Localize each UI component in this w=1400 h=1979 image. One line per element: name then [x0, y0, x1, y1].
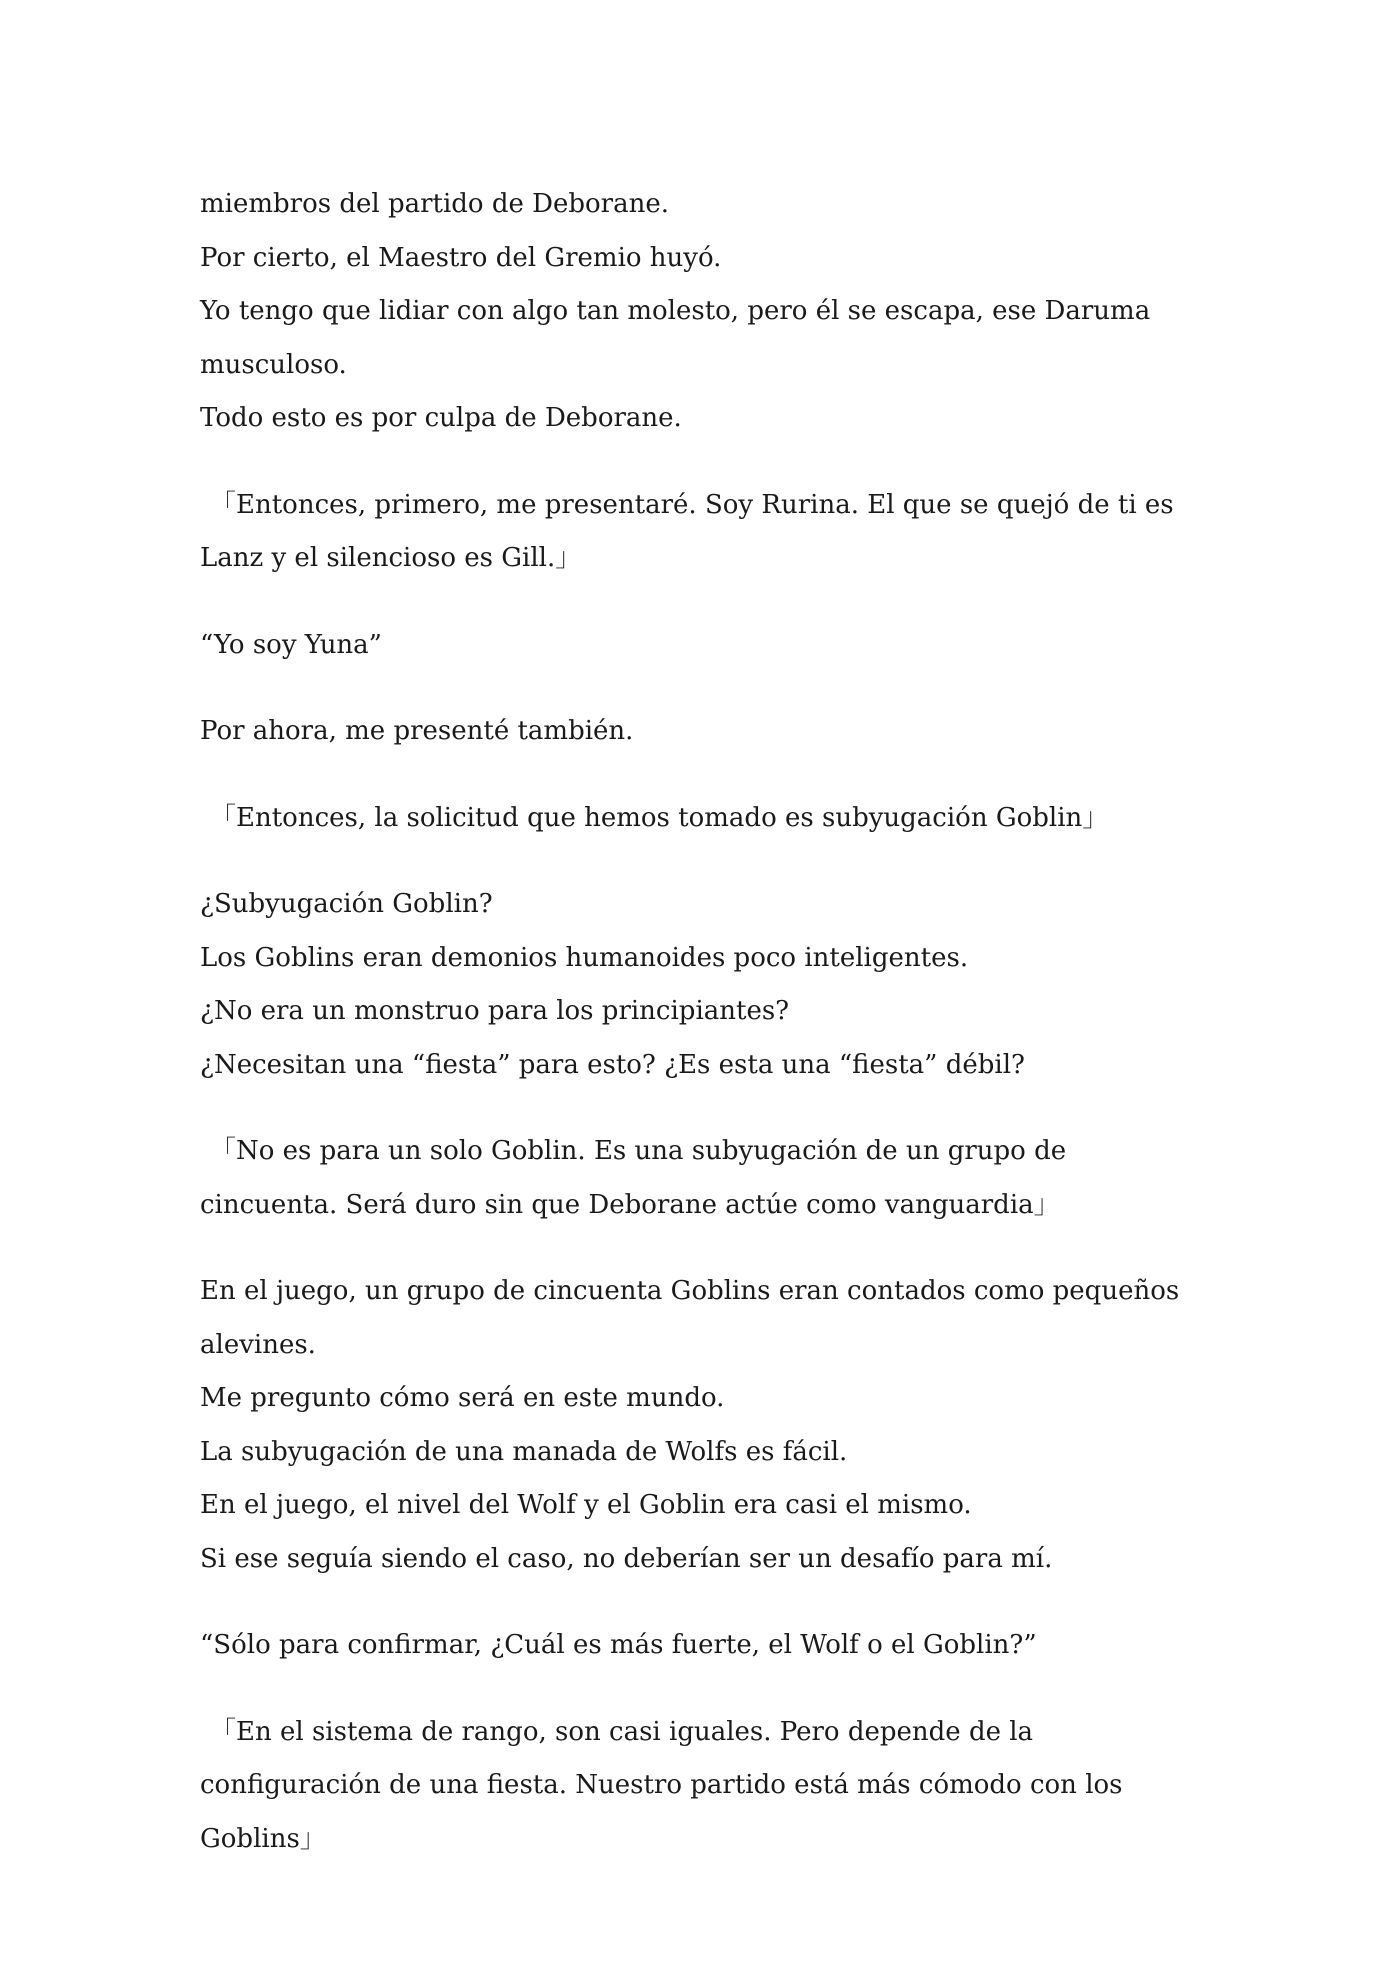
dialogue-line: 「Entonces, la solicitud que hemos tomado es subyugación Goblin」: [210, 802, 1109, 833]
paragraph-gap: [200, 672, 1200, 705]
paragraph-gap: [200, 1232, 1200, 1265]
paragraph-gap: [200, 586, 1200, 619]
paragraph-gap: [200, 845, 1200, 878]
paragraph-line: Yo tengo que lidiar con algo tan molesto, pero él se escapa, ese Daruma musculoso.: [200, 296, 1151, 380]
paragraph-gap: [200, 446, 1200, 479]
paragraph-line: ¿Subyugación Goblin?: [200, 889, 493, 919]
document-body: [200, 178, 1200, 1866]
dialogue-line: 「No es para un solo Goblin. Es una subyugación de un grupo de cincuenta. Será duro sin que Deborane actúe como vanguardia」: [200, 1136, 1067, 1220]
paragraph-line: miembros del partido de Deborane.: [200, 189, 670, 219]
paragraph-line: En el juego, un grupo de cincuenta Goblins eran contados como pequeños alevines.: [200, 1276, 1180, 1360]
paragraph-line: La subyugación de una manada de Wolfs es fácil.: [200, 1436, 848, 1467]
paragraph-line: Me pregunto cómo será en este mundo.: [200, 1383, 725, 1413]
dialogue-line: “Sólo para confirmar, ¿Cuál es más fuerte, el Wolf o el Goblin?”: [200, 1630, 1037, 1660]
dialogue-line: 「Entonces, primero, me presentaré. Soy Rurina. El que se quejó de ti es Lanz y el silencioso es Gill.」: [200, 489, 1174, 573]
paragraph-line: ¿Necesitan una “fiesta” para esto? ¿Es esta una “fiesta” débil?: [200, 1049, 1025, 1080]
paragraph-line: Los Goblins eran demonios humanoides poco inteligentes.: [200, 942, 969, 973]
paragraph-line: Todo esto es por culpa de Deborane.: [200, 403, 682, 433]
paragraph-line: En el juego, el nivel del Wolf y el Goblin era casi el mismo.: [200, 1490, 972, 1520]
paragraph-line: ¿No era un monstruo para los principiantes?: [200, 996, 790, 1026]
dialogue-line: 「En el sistema de rango, son casi iguales. Pero depende de la configuración de una fiesta. Nuestro partido está más cómodo con los Goblins」: [200, 1716, 1123, 1854]
paragraph-line: Por cierto, el Maestro del Gremio huyó.: [200, 242, 722, 273]
paragraph-line: Por ahora, me presenté también.: [200, 716, 634, 746]
paragraph-line: Si ese seguía siendo el caso, no deberían ser un desafío para mí.: [200, 1543, 1053, 1574]
paragraph-gap: [200, 1092, 1200, 1125]
dialogue-line: “Yo soy Yuna”: [200, 629, 382, 660]
paragraph-gap: [200, 1673, 1200, 1706]
paragraph-gap: [200, 1586, 1200, 1619]
paragraph-gap: [200, 759, 1200, 792]
